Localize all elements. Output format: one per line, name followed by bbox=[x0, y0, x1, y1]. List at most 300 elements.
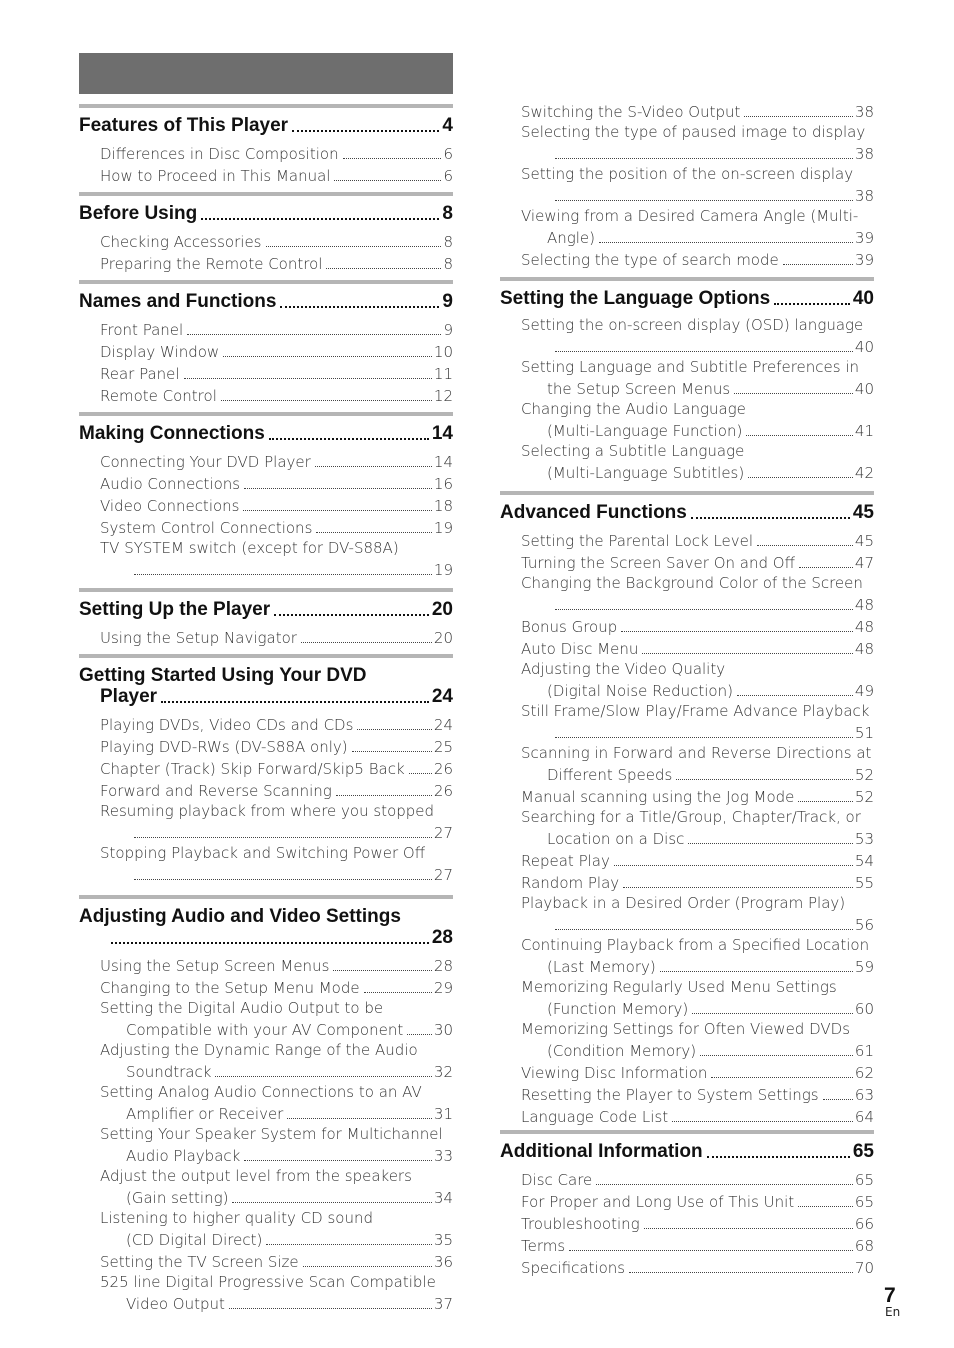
entry-text: Language Code List bbox=[521, 1108, 669, 1126]
section-entries bbox=[500, 100, 874, 270]
entry-leader bbox=[711, 1077, 852, 1078]
entry-leader bbox=[326, 268, 441, 269]
toc-entry[interactable] bbox=[500, 1083, 874, 1105]
entry-text: Video Connections bbox=[100, 497, 240, 515]
entry-page: 12 bbox=[433, 387, 453, 405]
entry-row bbox=[521, 721, 874, 743]
entry-page: 29 bbox=[433, 979, 453, 997]
entry-leader bbox=[187, 334, 441, 335]
entry-leader bbox=[746, 435, 853, 436]
toc-entry[interactable] bbox=[79, 801, 453, 843]
entry-row bbox=[100, 821, 453, 843]
toc-entry[interactable] bbox=[500, 871, 874, 893]
entry-row bbox=[100, 340, 453, 362]
entry-row bbox=[521, 637, 874, 659]
entry-text: Random Play bbox=[521, 874, 620, 892]
entry-text: Setting Your Speaker System for Multichannel bbox=[100, 1125, 443, 1143]
toc-section bbox=[79, 412, 453, 580]
section-title-page: 20 bbox=[431, 599, 453, 620]
section-entries bbox=[79, 230, 453, 274]
entry-row bbox=[521, 142, 874, 164]
toc-entry[interactable] bbox=[79, 472, 453, 494]
toc-entry[interactable] bbox=[500, 1105, 874, 1127]
toc-entry[interactable] bbox=[79, 735, 453, 757]
entry-text: Chapter (Track) Skip Forward/Skip5 Back bbox=[100, 760, 405, 778]
toc-entry[interactable] bbox=[79, 384, 453, 406]
entry-page: 40 bbox=[854, 338, 874, 356]
entry-page: 52 bbox=[854, 788, 874, 806]
toc-entry[interactable] bbox=[79, 954, 453, 976]
entry-text: (CD Digital Direct) bbox=[126, 1231, 263, 1249]
toc-entry[interactable] bbox=[79, 538, 453, 580]
toc-entry[interactable] bbox=[500, 122, 874, 164]
toc-entry[interactable] bbox=[500, 1256, 874, 1278]
section-title-page: 45 bbox=[852, 502, 874, 523]
toc-entry[interactable] bbox=[79, 1166, 453, 1208]
entry-row bbox=[521, 1105, 874, 1127]
entry-page: 48 bbox=[854, 596, 874, 614]
entry-leader bbox=[301, 642, 432, 643]
toc-entry[interactable] bbox=[500, 807, 874, 849]
section-title-page: 65 bbox=[852, 1141, 874, 1162]
section-entries bbox=[79, 713, 453, 885]
entry-text: Repeat Play bbox=[521, 852, 610, 870]
toc-entry[interactable] bbox=[500, 935, 874, 977]
section-title[interactable] bbox=[79, 115, 453, 136]
entry-text: Setting the on-screen display (OSD) language bbox=[521, 316, 864, 334]
entry-row bbox=[521, 593, 874, 615]
entry-text: Disc Care bbox=[521, 1171, 593, 1189]
toc-entry[interactable] bbox=[79, 516, 453, 538]
entry-text: Listening to higher quality CD sound bbox=[100, 1209, 373, 1227]
entry-text: Selecting the type of paused image to display bbox=[521, 123, 866, 141]
section-title-text: Features of This Player bbox=[79, 115, 289, 136]
section-divider bbox=[79, 654, 453, 658]
toc-section bbox=[500, 1130, 874, 1278]
toc-entry[interactable] bbox=[500, 441, 874, 483]
toc-section bbox=[79, 654, 453, 885]
entry-text: Terms bbox=[521, 1237, 566, 1255]
toc-section bbox=[79, 192, 453, 274]
entry-text: Front Panel bbox=[100, 321, 184, 339]
entry-page: 19 bbox=[433, 561, 453, 579]
toc-entry[interactable] bbox=[79, 779, 453, 801]
toc-entry[interactable] bbox=[79, 450, 453, 472]
section-title[interactable] bbox=[79, 906, 453, 948]
entry-page: 49 bbox=[854, 682, 874, 700]
entry-page: 48 bbox=[854, 618, 874, 636]
entry-text: Adjust the output level from the speakers bbox=[100, 1167, 412, 1185]
entry-text: Differences in Disc Composition bbox=[100, 145, 339, 163]
toc-entry[interactable] bbox=[79, 843, 453, 885]
entry-text: Changing the Background Color of the Screen bbox=[521, 574, 863, 592]
entry-text: Manual scanning using the Jog Mode bbox=[521, 788, 795, 806]
entry-leader bbox=[555, 200, 853, 201]
toc-section bbox=[79, 895, 453, 1314]
entry-page: 51 bbox=[854, 724, 874, 742]
entry-row bbox=[100, 976, 453, 998]
entry-text: Selecting a Subtitle Language bbox=[521, 442, 745, 460]
entry-text: Location on a Disc bbox=[547, 830, 685, 848]
section-divider bbox=[500, 1130, 874, 1134]
section-divider bbox=[79, 412, 453, 416]
section-title-page: 9 bbox=[442, 291, 453, 312]
toc-entry[interactable] bbox=[79, 1250, 453, 1272]
entry-page: 61 bbox=[854, 1042, 874, 1060]
toc-entry[interactable] bbox=[79, 713, 453, 735]
entry-text: 525 line Digital Progressive Scan Compatible bbox=[100, 1273, 436, 1291]
toc-entry[interactable] bbox=[500, 573, 874, 615]
entry-row bbox=[100, 779, 453, 801]
entry-page: 27 bbox=[433, 824, 453, 842]
entry-text: Specifications bbox=[521, 1259, 626, 1277]
section-title-leader bbox=[111, 942, 429, 944]
entry-page: 33 bbox=[433, 1147, 453, 1165]
section-title[interactable] bbox=[500, 288, 874, 309]
section-divider bbox=[79, 104, 453, 108]
entry-text: the Setup Screen Menus bbox=[547, 380, 731, 398]
section-title-text: Making Connections bbox=[79, 423, 265, 444]
entry-page: 27 bbox=[433, 866, 453, 884]
entry-row bbox=[521, 827, 874, 849]
toc-entry[interactable] bbox=[79, 626, 453, 648]
entry-leader bbox=[737, 695, 853, 696]
entry-leader bbox=[134, 879, 432, 880]
toc-entry[interactable] bbox=[500, 893, 874, 935]
section-entries bbox=[500, 529, 874, 1127]
entry-text: Troubleshooting bbox=[521, 1215, 640, 1233]
entry-page: 64 bbox=[854, 1108, 874, 1126]
toc-entry[interactable] bbox=[500, 785, 874, 807]
entry-page: 65 bbox=[854, 1193, 874, 1211]
entry-row bbox=[521, 997, 874, 1019]
entry-leader bbox=[783, 264, 853, 265]
entry-text: Viewing Disc Information bbox=[521, 1064, 708, 1082]
entry-text: Resuming playback from where you stopped bbox=[100, 802, 435, 820]
entry-row bbox=[100, 1250, 453, 1272]
entry-row bbox=[521, 419, 874, 441]
entry-text: (Digital Noise Reduction) bbox=[547, 682, 733, 700]
toc-entry[interactable] bbox=[500, 315, 874, 357]
toc-entry[interactable] bbox=[79, 1124, 453, 1166]
toc-entry[interactable] bbox=[79, 340, 453, 362]
entry-page: 38 bbox=[854, 103, 874, 121]
entry-leader bbox=[799, 567, 853, 568]
toc-entry[interactable] bbox=[500, 701, 874, 743]
toc-entry[interactable] bbox=[500, 248, 874, 270]
entry-leader bbox=[555, 351, 853, 352]
entry-row bbox=[521, 529, 874, 551]
toc-entry[interactable] bbox=[500, 357, 874, 399]
entry-text: Adjusting the Video Quality bbox=[521, 660, 726, 678]
section-title-leader bbox=[274, 614, 429, 616]
entry-text: Auto Disc Menu bbox=[521, 640, 639, 658]
entry-leader bbox=[184, 378, 432, 379]
entry-page: 39 bbox=[854, 229, 874, 247]
entry-leader bbox=[642, 653, 853, 654]
entry-row bbox=[521, 1083, 874, 1105]
entry-leader bbox=[303, 1266, 432, 1267]
entry-row bbox=[521, 913, 874, 935]
entry-page: 31 bbox=[433, 1105, 453, 1123]
entry-text: Resetting the Player to System Settings bbox=[521, 1086, 819, 1104]
entry-leader bbox=[555, 609, 853, 610]
entry-leader bbox=[660, 971, 853, 972]
entry-page: 34 bbox=[433, 1189, 453, 1207]
entry-leader bbox=[700, 1055, 853, 1056]
entry-leader bbox=[352, 751, 432, 752]
entry-text: Soundtrack bbox=[126, 1063, 212, 1081]
entry-row bbox=[100, 230, 453, 252]
entry-leader bbox=[287, 1118, 432, 1119]
entry-page: 68 bbox=[854, 1237, 874, 1255]
entry-page: 38 bbox=[854, 145, 874, 163]
entry-row bbox=[521, 955, 874, 977]
toc-entry[interactable] bbox=[500, 1234, 874, 1256]
section-title-line: Adjusting Audio and Video Settings bbox=[79, 906, 401, 927]
toc-entry[interactable] bbox=[500, 1168, 874, 1190]
toc-entry[interactable] bbox=[79, 252, 453, 274]
section-title-page: 28 bbox=[431, 927, 453, 948]
entry-text: Connecting Your DVD Player bbox=[100, 453, 311, 471]
section-title-text: Player bbox=[100, 686, 158, 707]
section-title-text: Advanced Functions bbox=[500, 502, 687, 523]
toc-entry[interactable] bbox=[79, 976, 453, 998]
section-divider bbox=[79, 280, 453, 284]
section-title-page: 14 bbox=[431, 423, 453, 444]
entry-text: Compatible with your AV Component bbox=[126, 1021, 404, 1039]
entry-page: 45 bbox=[854, 532, 874, 550]
entry-page: 65 bbox=[854, 1171, 874, 1189]
entry-text: Setting the Digital Audio Output to be bbox=[100, 999, 384, 1017]
toc-entry[interactable] bbox=[500, 743, 874, 785]
entry-text: How to Proceed in This Manual bbox=[100, 167, 331, 185]
section-title[interactable] bbox=[79, 291, 453, 312]
toc-entry[interactable] bbox=[500, 1061, 874, 1083]
toc-entry[interactable] bbox=[500, 849, 874, 871]
entry-row bbox=[521, 763, 874, 785]
entry-leader bbox=[315, 466, 432, 467]
toc-entry[interactable] bbox=[500, 1190, 874, 1212]
entry-row bbox=[100, 1144, 453, 1166]
entry-page: 41 bbox=[854, 422, 874, 440]
toc-entry[interactable] bbox=[500, 637, 874, 659]
entry-text: Still Frame/Slow Play/Frame Advance Playback bbox=[521, 702, 870, 720]
entry-leader bbox=[364, 992, 432, 993]
entry-text: Setting the position of the on-screen display bbox=[521, 165, 854, 183]
section-title-leader bbox=[280, 306, 439, 308]
entry-leader bbox=[596, 1184, 853, 1185]
toc-entry[interactable] bbox=[79, 494, 453, 516]
entry-row bbox=[100, 1228, 453, 1250]
section-title[interactable] bbox=[500, 502, 874, 523]
toc-entry[interactable] bbox=[79, 164, 453, 186]
entry-text: Audio Playback bbox=[126, 1147, 241, 1165]
entry-row bbox=[100, 626, 453, 648]
section-title[interactable] bbox=[79, 203, 453, 224]
entry-row bbox=[100, 954, 453, 976]
toc-entry[interactable] bbox=[79, 142, 453, 164]
toc-entry[interactable] bbox=[500, 206, 874, 248]
entry-leader bbox=[266, 246, 442, 247]
toc-entry[interactable] bbox=[79, 757, 453, 779]
toc-entry[interactable] bbox=[500, 1212, 874, 1234]
entry-page: 6 bbox=[443, 145, 453, 163]
entry-leader bbox=[569, 1250, 853, 1251]
section-entries bbox=[79, 142, 453, 186]
entry-leader bbox=[623, 887, 853, 888]
entry-text: Bonus Group bbox=[521, 618, 618, 636]
entry-page: 8 bbox=[443, 255, 453, 273]
toc-entry[interactable] bbox=[500, 529, 874, 551]
entry-row bbox=[521, 184, 874, 206]
entry-row bbox=[521, 785, 874, 807]
section-title-text: Before Using bbox=[79, 203, 198, 224]
entry-page: 25 bbox=[433, 738, 453, 756]
entry-text: Checking Accessories bbox=[100, 233, 262, 251]
entry-row bbox=[521, 1168, 874, 1190]
entry-leader bbox=[243, 510, 431, 511]
section-title-page: 8 bbox=[442, 203, 453, 224]
entry-text: For Proper and Long Use of This Unit bbox=[521, 1193, 795, 1211]
entry-text: Scanning in Forward and Reverse Directions at bbox=[521, 744, 872, 762]
entry-row bbox=[521, 679, 874, 701]
toc-section bbox=[79, 280, 453, 406]
page-language: En bbox=[885, 1305, 901, 1319]
toc-entry[interactable] bbox=[500, 1019, 874, 1061]
entry-row bbox=[100, 558, 453, 580]
entry-page: 8 bbox=[443, 233, 453, 251]
entry-page: 11 bbox=[433, 365, 453, 383]
entry-leader bbox=[621, 631, 853, 632]
toc-entry[interactable] bbox=[79, 362, 453, 384]
entry-row bbox=[521, 461, 874, 483]
entry-row bbox=[100, 1018, 453, 1040]
entry-text: Selecting the type of search mode bbox=[521, 251, 779, 269]
entry-text: Preparing the Remote Control bbox=[100, 255, 323, 273]
section-entries bbox=[79, 954, 453, 1314]
toc-entry[interactable] bbox=[79, 1208, 453, 1250]
entry-leader bbox=[229, 1308, 432, 1309]
entry-row bbox=[100, 1186, 453, 1208]
entry-text: Continuing Playback from a Specified Location bbox=[521, 936, 870, 954]
section-title-leader bbox=[707, 1156, 850, 1158]
entry-text: Changing to the Setup Menu Mode bbox=[100, 979, 360, 997]
entry-text: Setting the TV Screen Size bbox=[100, 1253, 299, 1271]
toc-entry[interactable] bbox=[500, 399, 874, 441]
entry-text: Setting the Parental Lock Level bbox=[521, 532, 754, 550]
section-title[interactable] bbox=[500, 1141, 874, 1162]
entry-page: 47 bbox=[854, 554, 874, 572]
entry-row bbox=[100, 735, 453, 757]
section-entries bbox=[500, 315, 874, 483]
entry-leader bbox=[334, 180, 441, 181]
entry-text: Playing DVDs, Video CDs and CDs bbox=[100, 716, 354, 734]
entry-page: 36 bbox=[433, 1253, 453, 1271]
entry-row bbox=[521, 100, 874, 122]
entry-page: 59 bbox=[854, 958, 874, 976]
entry-text: Memorizing Settings for Often Viewed DVDs bbox=[521, 1020, 851, 1038]
entry-row bbox=[521, 1256, 874, 1278]
entry-row bbox=[521, 551, 874, 573]
toc-entry[interactable] bbox=[79, 1272, 453, 1314]
toc-entry[interactable] bbox=[500, 551, 874, 573]
section-title-line bbox=[79, 686, 453, 707]
entry-text: Angle) bbox=[547, 229, 596, 247]
entry-text: Playback in a Desired Order (Program Play) bbox=[521, 894, 846, 912]
toc-section bbox=[500, 277, 874, 483]
entry-page: 26 bbox=[433, 782, 453, 800]
entry-page: 66 bbox=[854, 1215, 874, 1233]
entry-text: Viewing from a Desired Camera Angle (Multi- bbox=[521, 207, 859, 225]
entry-text: (Multi-Language Function) bbox=[547, 422, 743, 440]
section-title[interactable] bbox=[79, 665, 453, 707]
entry-leader bbox=[409, 773, 432, 774]
toc-entry[interactable] bbox=[500, 977, 874, 1019]
toc-entry[interactable] bbox=[500, 164, 874, 206]
section-title-text: Setting the Language Options bbox=[500, 288, 771, 309]
toc-entry[interactable] bbox=[500, 100, 874, 122]
entry-leader bbox=[672, 1121, 853, 1122]
entry-leader bbox=[407, 1034, 432, 1035]
section-title-page: 40 bbox=[852, 288, 874, 309]
entry-leader bbox=[215, 1076, 431, 1077]
entry-row bbox=[521, 1039, 874, 1061]
entry-row bbox=[100, 252, 453, 274]
entry-page: 28 bbox=[433, 957, 453, 975]
toc-entry[interactable] bbox=[500, 615, 874, 637]
toc-section bbox=[500, 491, 874, 1127]
entry-text: Remote Control bbox=[100, 387, 217, 405]
entry-page: 18 bbox=[433, 497, 453, 515]
section-title[interactable] bbox=[79, 423, 453, 444]
entry-row bbox=[100, 450, 453, 472]
entry-page: 26 bbox=[433, 760, 453, 778]
section-title-leader bbox=[161, 701, 429, 703]
toc-entry[interactable] bbox=[500, 659, 874, 701]
section-title-text: Additional Information bbox=[500, 1141, 703, 1162]
toc-entry[interactable] bbox=[79, 1040, 453, 1082]
entry-page: 40 bbox=[854, 380, 874, 398]
entry-page: 60 bbox=[854, 1000, 874, 1018]
entry-row bbox=[521, 335, 874, 357]
entry-leader bbox=[688, 843, 853, 844]
entry-text: Playing DVD-RWs (DV-S88A only) bbox=[100, 738, 348, 756]
section-entries bbox=[79, 626, 453, 648]
toc-entry[interactable] bbox=[79, 998, 453, 1040]
entry-text: Amplifier or Receiver bbox=[126, 1105, 284, 1123]
section-divider bbox=[79, 588, 453, 592]
section-title[interactable] bbox=[79, 599, 453, 620]
entry-text: Setting Language and Subtitle Preferences in bbox=[521, 358, 860, 376]
entry-leader bbox=[692, 1013, 853, 1014]
entry-text: Memorizing Regularly Used Menu Settings bbox=[521, 978, 837, 996]
toc-entry[interactable] bbox=[79, 318, 453, 340]
entry-leader bbox=[223, 356, 432, 357]
section-divider bbox=[500, 491, 874, 495]
entry-text: System Control Connections bbox=[100, 519, 313, 537]
toc-entry[interactable] bbox=[79, 1082, 453, 1124]
entry-row bbox=[521, 1061, 874, 1083]
toc-entry[interactable] bbox=[79, 230, 453, 252]
entry-leader bbox=[555, 158, 853, 159]
entry-page: 14 bbox=[433, 453, 453, 471]
entry-leader bbox=[644, 1228, 853, 1229]
entry-row bbox=[100, 362, 453, 384]
section-title-leader bbox=[292, 130, 439, 132]
entry-page: 62 bbox=[854, 1064, 874, 1082]
entry-row bbox=[521, 1212, 874, 1234]
